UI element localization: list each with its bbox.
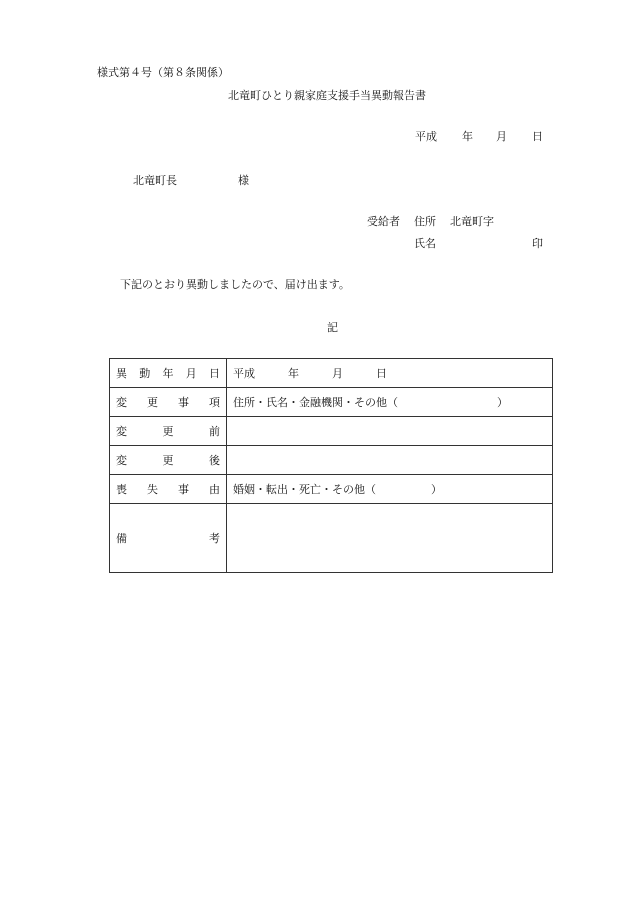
change-report-table — [109, 358, 553, 573]
table-row — [110, 388, 553, 417]
addressee-honorific: 様 — [238, 174, 249, 187]
label-char: 備 — [116, 532, 127, 545]
label-char: 更 — [147, 396, 158, 409]
row-label — [110, 475, 227, 504]
seal-mark: 印 — [532, 237, 543, 250]
addressee-name: 北竜町長 — [133, 174, 177, 187]
remarks-cell[interactable] — [227, 504, 553, 573]
table-row — [110, 417, 553, 446]
intro-text: 下記のとおり異動しましたので、届け出ます。 — [120, 278, 350, 291]
date-month-label: 月 — [496, 130, 507, 143]
loss-reason-cell[interactable] — [227, 475, 553, 504]
row-label — [110, 446, 227, 475]
change-item-cell[interactable] — [227, 388, 553, 417]
row-label — [110, 359, 227, 388]
label-char: 異 — [116, 367, 127, 380]
row-label — [110, 417, 227, 446]
label-char: 失 — [147, 483, 158, 496]
label-char: 喪 — [116, 483, 127, 496]
label-char: 動 — [139, 367, 151, 380]
label-char: 考 — [209, 532, 220, 545]
loss-reason-value: 婚姻・転出・死亡・その他（ ） — [233, 483, 442, 496]
form-number: 様式第４号（第８条関係） — [97, 66, 229, 79]
row-label — [110, 504, 227, 573]
table-row — [110, 359, 553, 388]
label-char: 由 — [209, 483, 220, 496]
row-label — [110, 388, 227, 417]
label-char: 事 — [178, 396, 189, 409]
label-char: 事 — [178, 483, 189, 496]
ki-heading: 記 — [327, 321, 338, 334]
label-char: 前 — [209, 425, 220, 438]
label-char: 更 — [162, 454, 174, 467]
label-char: 項 — [209, 396, 220, 409]
name-label: 氏名 — [414, 237, 436, 250]
table-row — [110, 475, 553, 504]
address-value: 北竜町字 — [450, 215, 494, 228]
table-row — [110, 446, 553, 475]
label-char: 変 — [116, 454, 127, 467]
change-item-value: 住所・氏名・金融機関・その他（ ） — [233, 396, 508, 409]
date-year-label: 年 — [462, 130, 473, 143]
document-title: 北竜町ひとり親家庭支援手当異動報告書 — [228, 89, 426, 102]
label-char: 日 — [209, 367, 220, 380]
change-date-value: 平成 年 月 日 — [233, 367, 387, 380]
label-char: 月 — [185, 367, 197, 380]
recipient-label: 受給者 — [367, 215, 400, 228]
label-char: 年 — [162, 367, 174, 380]
date-day-label: 日 — [532, 130, 543, 143]
after-change-cell[interactable] — [227, 446, 553, 475]
label-char: 後 — [209, 454, 220, 467]
label-char: 更 — [162, 425, 174, 438]
change-date-cell[interactable] — [227, 359, 553, 388]
label-char: 変 — [116, 396, 127, 409]
address-label: 住所 — [414, 215, 436, 228]
before-change-cell[interactable] — [227, 417, 553, 446]
label-char: 変 — [116, 425, 127, 438]
date-era: 平成 — [415, 130, 437, 143]
table-row — [110, 504, 553, 573]
